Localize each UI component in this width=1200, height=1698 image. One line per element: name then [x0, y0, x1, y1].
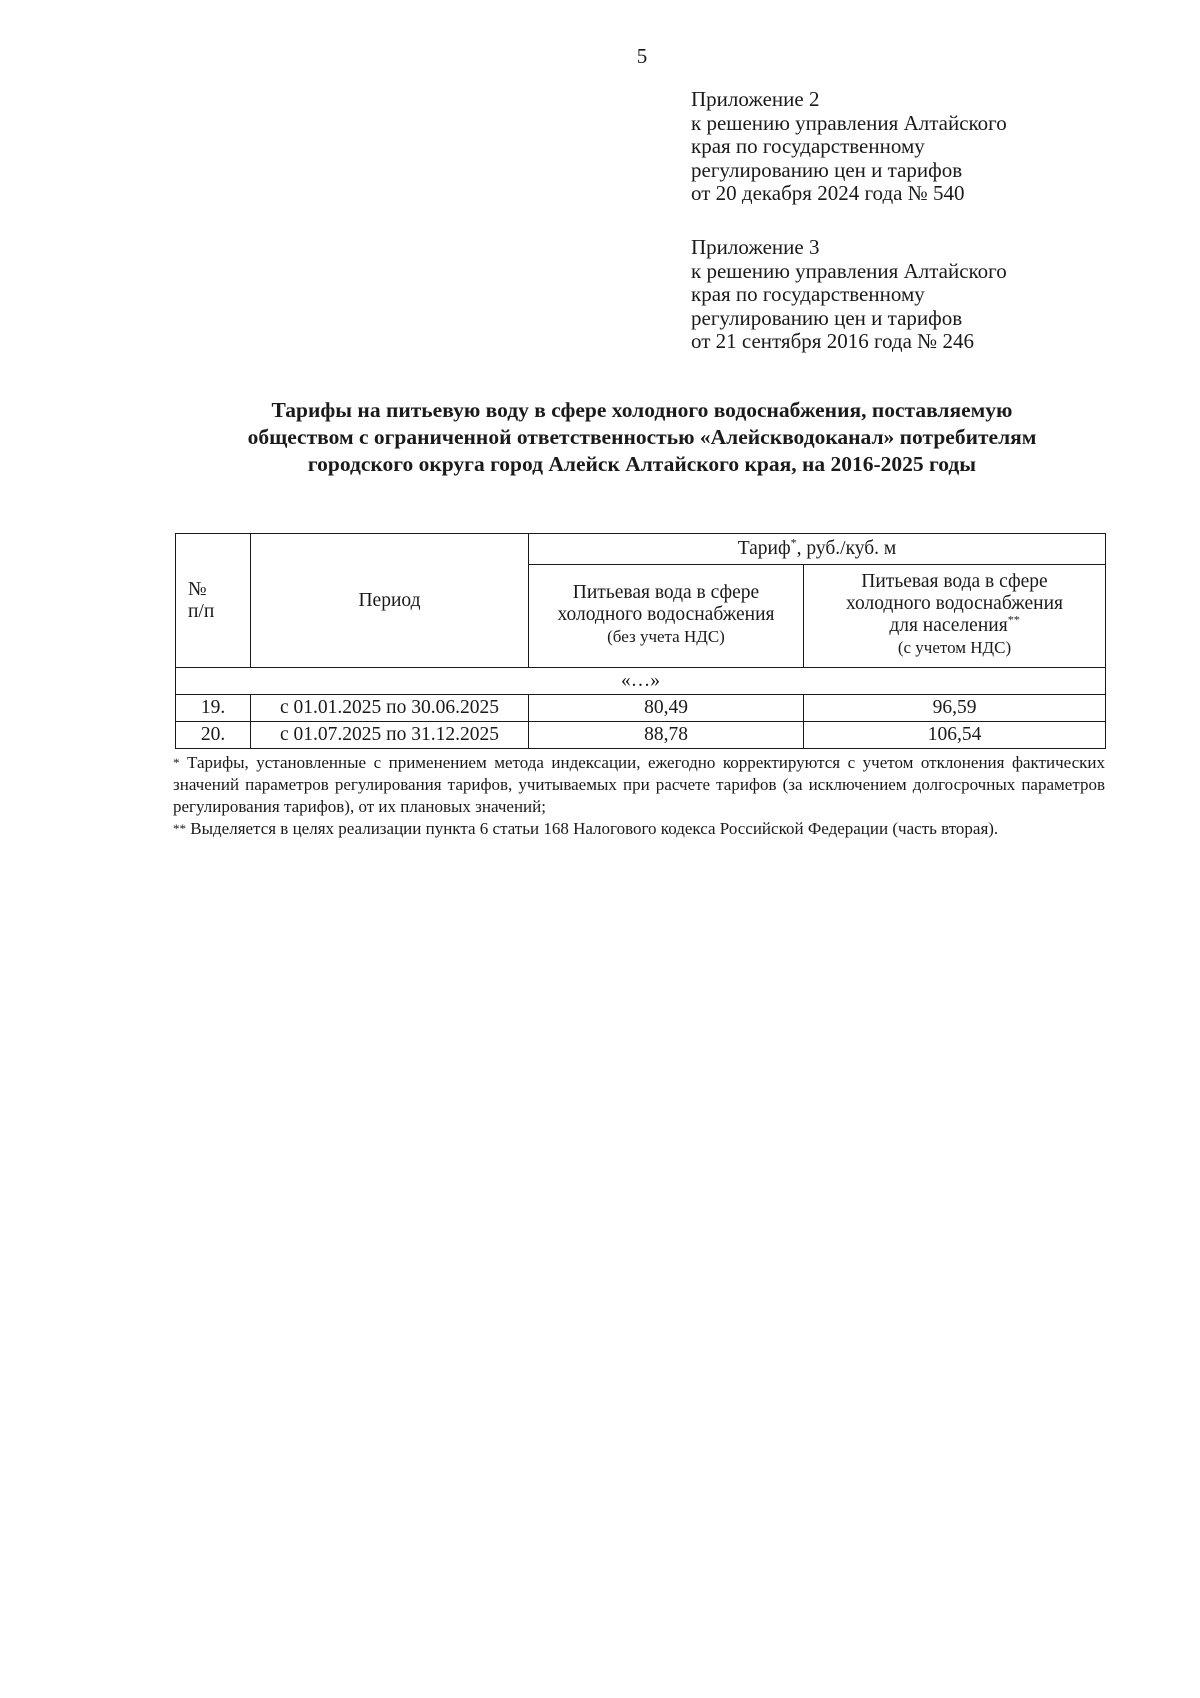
header-line: для населения: [889, 615, 1008, 636]
appendix-line: регулированию цен и тарифов: [691, 157, 963, 182]
row-tariff-with-vat: 106,54: [804, 722, 1106, 749]
table-row: [176, 722, 1106, 749]
row-tariff-with-vat: 96,59: [804, 695, 1106, 722]
row-period: с 01.07.2025 по 31.12.2025: [251, 722, 529, 749]
omitted-rows-marker: «…»: [176, 668, 1106, 695]
title-line: городского округа город Алейск Алтайского края, на 2016-2025 годы: [307, 452, 977, 476]
row-tariff-without-vat: 88,78: [529, 722, 804, 749]
appendix-line: от 20 декабря 2024 года № 540: [691, 181, 965, 205]
header-number-sign: №: [188, 578, 207, 600]
row-number: 20.: [176, 722, 251, 749]
footnote-mark: *: [790, 535, 797, 550]
header-line: холодного водоснабжения: [557, 604, 775, 625]
title-line: обществом с ограниченной ответственностью «Алейскводоканал» потребителям: [247, 425, 1037, 449]
appendix-2-reference: [691, 88, 1007, 206]
footnote-mark: *: [173, 755, 180, 770]
row-tariff-without-vat: 80,49: [529, 695, 804, 722]
footnote-1: [173, 752, 1105, 818]
footnote-mark: **: [173, 821, 186, 836]
tariff-table: [175, 533, 1106, 749]
footnotes: [173, 752, 1105, 840]
title-line: Тарифы на питьевую воду в сфере холодного водоснабжения, поставляемую: [271, 398, 1013, 422]
header-line: Питьевая вода в сфере: [572, 582, 760, 603]
appendix-3-reference: [691, 236, 1007, 354]
appendix-line: регулированию цен и тарифов: [691, 305, 963, 330]
appendix-line: Приложение 2: [691, 87, 820, 111]
header-period: Период: [251, 534, 529, 668]
header-line: (с учетом НДС): [897, 638, 1012, 657]
appendix-line: к решению управления Алтайского: [691, 258, 1007, 283]
header-number-abbr: п/п: [188, 600, 215, 622]
appendix-line: Приложение 3: [691, 235, 820, 259]
footnote-2: [173, 818, 1105, 840]
header-number: [176, 534, 251, 668]
header-line: (без учета НДС): [607, 627, 725, 646]
appendix-line: края по государственному: [691, 282, 925, 306]
table-row: [176, 695, 1106, 722]
header-line: Питьевая вода в сфере: [861, 571, 1048, 592]
appendix-line: края по государственному: [691, 134, 925, 158]
document-title: [160, 397, 1124, 478]
footnote-text: Выделяется в целях реализации пункта 6 статьи 168 Налогового кодекса Российской Федерации (часть вторая).: [186, 819, 999, 838]
tariff-unit: , руб./куб. м: [796, 538, 897, 559]
header-line: холодного водоснабжения: [846, 593, 1063, 614]
row-number: 19.: [176, 695, 251, 722]
footnote-text: Тарифы, установленные с применением метода индексации, ежегодно корректируются с учетом отклонения фактических значений параметров регулирования тарифов, учитываемых при расчете тарифов (за исключением долгосрочных параметров регулирования тарифов), от их плановых значений;: [173, 753, 1105, 816]
appendix-line: к решению управления Алтайского: [691, 110, 1007, 135]
appendix-line: от 21 сентября 2016 года № 246: [691, 329, 974, 353]
header-with-vat: [804, 565, 1106, 668]
header-tariff-group: [529, 534, 1106, 565]
footnote-mark: **: [1007, 612, 1020, 627]
page-number: 5: [636, 44, 648, 68]
tariff-label: Тариф: [737, 538, 791, 559]
row-period: с 01.01.2025 по 30.06.2025: [251, 695, 529, 722]
header-without-vat: [529, 565, 804, 668]
